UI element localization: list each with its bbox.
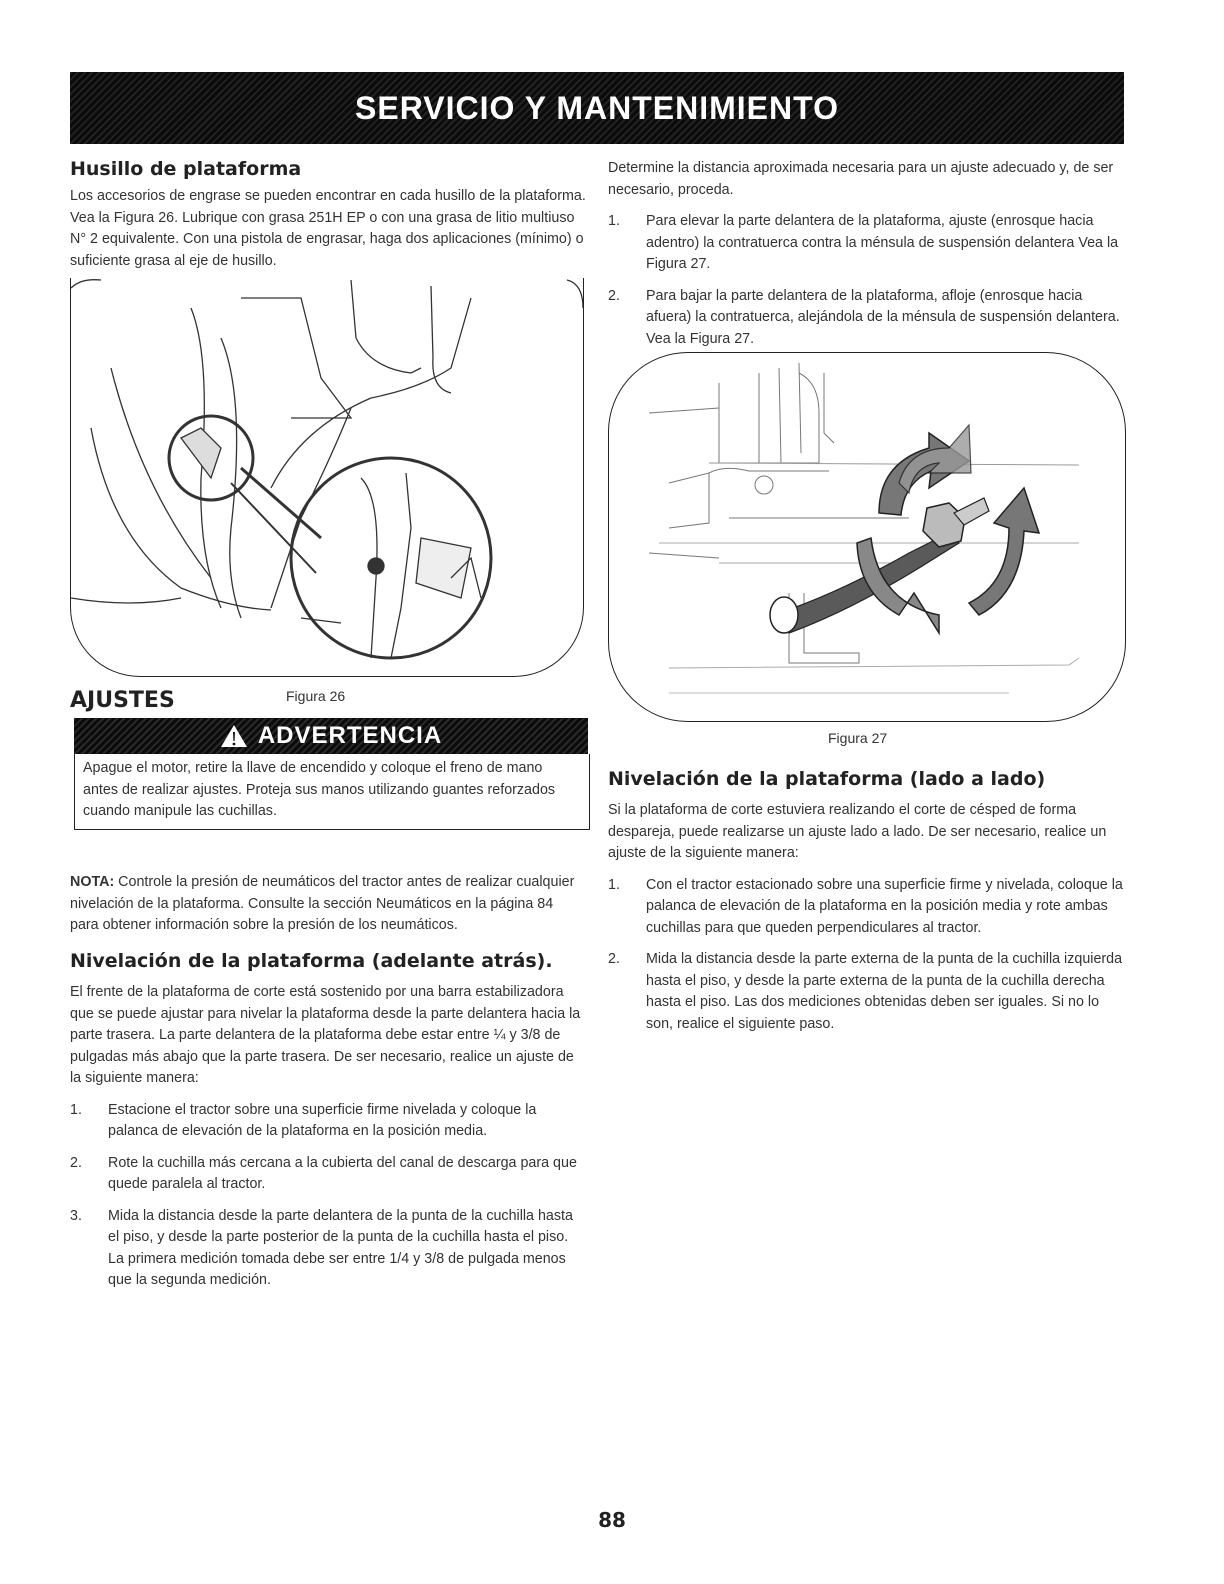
warning-triangle-icon [220,724,248,748]
figure-27-caption: Figura 27 [828,730,888,746]
warning-header [74,718,588,754]
adelante-body: El frente de la plataforma de corte está sostenido por una barra estabilizadora que se puede ajustar para nivelar la plataforma desde la parte delantera hacia la parte trasera. La parte delantera de la plataforma debe estar entre ¼ y 3/8 de pulgadas más abajo que la parte trasera. De ser necesario, realice un ajuste de la siguiente manera: [70,984,581,1086]
adelante-steps [70,1100,582,1292]
adelante-section [70,950,582,1302]
list-item: 3. Mida la distancia desde la parte delantera de la punta de la cuchilla hasta el piso, y desde la parte posterior de la punta de la cuchilla hasta el piso. La primera medición tomada debe ser entre 1/4 y 3/8 de pulgada menos que la segunda medición. [70,1207,573,1288]
husillo-section [70,152,588,272]
warning-label: ADVERTENCIA [257,722,443,749]
nota-text: Controle la presión de neumáticos del tractor antes de realizar cualquier nivelación de la plataforma. Consulte la sección Neumáticos en la página 84 para obtener información sobre la presión de los neumáticos. [70,874,575,933]
list-item: 2. Para bajar la parte delantera de la plataforma, afloje (enrosque hacia afuera) la contratuerca, alejándola de la ménsula de suspensión delantera. Vea la Figura 27. [608,287,1120,347]
lado-steps [608,875,1124,1036]
right-intro [608,158,1120,360]
figure-26 [70,278,584,677]
adelante-heading: Nivelación de la plataforma (adelante atrás). [70,950,553,972]
section-title: SERVICIO Y MANTENIMIENTO [355,89,839,126]
list-item: 1. Para elevar la parte delantera de la plataforma, ajuste (enrosque hacia adentro) la contratuerca contra la ménsula de suspensión delantera Vea la Figura 27. [608,213,1119,272]
lado-body: Si la plataforma de corte estuviera realizando el corte de césped de forma despareja, puede realizarse un ajuste lado a lado. De ser necesario, realice un ajuste de la siguiente manera: [608,802,1107,861]
right-steps [608,211,1120,350]
list-item: 1. Con el tractor estacionado sobre una superficie firme y nivelada, coloque la palanca de elevación de la plataforma en la posición media y rote ambas cuchillas para que queden perpendiculares al tractor. [608,876,1123,936]
nota-label: NOTA: [70,874,115,890]
list-item: 2. Mida la distancia desde la parte externa de la punta de la cuchilla izquierda hasta el piso, y desde la parte externa de la punta de la cuchilla derecha hasta el piso. Las dos mediciones obtenidas deben ser iguales. Si no lo son, realice el siguiente paso. [608,951,1123,1032]
right-intro-text: Determine la distancia aproximada necesaria para un ajuste adecuado y, de ser necesario, proceda. [608,160,1114,198]
warning-body [74,754,590,830]
figure-27 [608,352,1126,722]
nota-paragraph [70,872,580,937]
ajustes-heading: AJUSTES [70,688,175,713]
lado-section [608,768,1124,1045]
figure-26-caption: Figura 26 [286,688,346,704]
husillo-heading: Husillo de plataforma [70,158,302,180]
warning-text: Apague el motor, retire la llave de encendido y coloque el freno de mano antes de realizar ajustes. Proteja sus manos utilizando guantes reforzados cuando manipule las cuchillas. [83,760,556,819]
list-item: 2. Rote la cuchilla más cercana a la cubierta del canal de descarga para que quede paralela al tractor. [70,1154,577,1192]
figure-27-illustration [609,353,1125,721]
nota-block [70,872,580,937]
figure-26-illustration [71,278,583,676]
section-banner [70,72,1124,144]
page-number: 88 [598,1508,626,1532]
husillo-body: Los accesorios de engrase se pueden encontrar en cada husillo de la plataforma. Vea la Figura 26. Lubrique con grasa 251H EP o con una grasa de litio multiuso N° 2 equivalente. Con una pistola de engrasar, haga dos aplicaciones (mínimo) o suficiente grasa al eje de husillo. [70,188,586,269]
list-item: 1. Estacione el tractor sobre una superficie firme nivelada y coloque la palanca de elevación de la plataforma en la posición media. [70,1101,537,1139]
lado-heading: Nivelación de la plataforma (lado a lado) [608,768,1046,790]
